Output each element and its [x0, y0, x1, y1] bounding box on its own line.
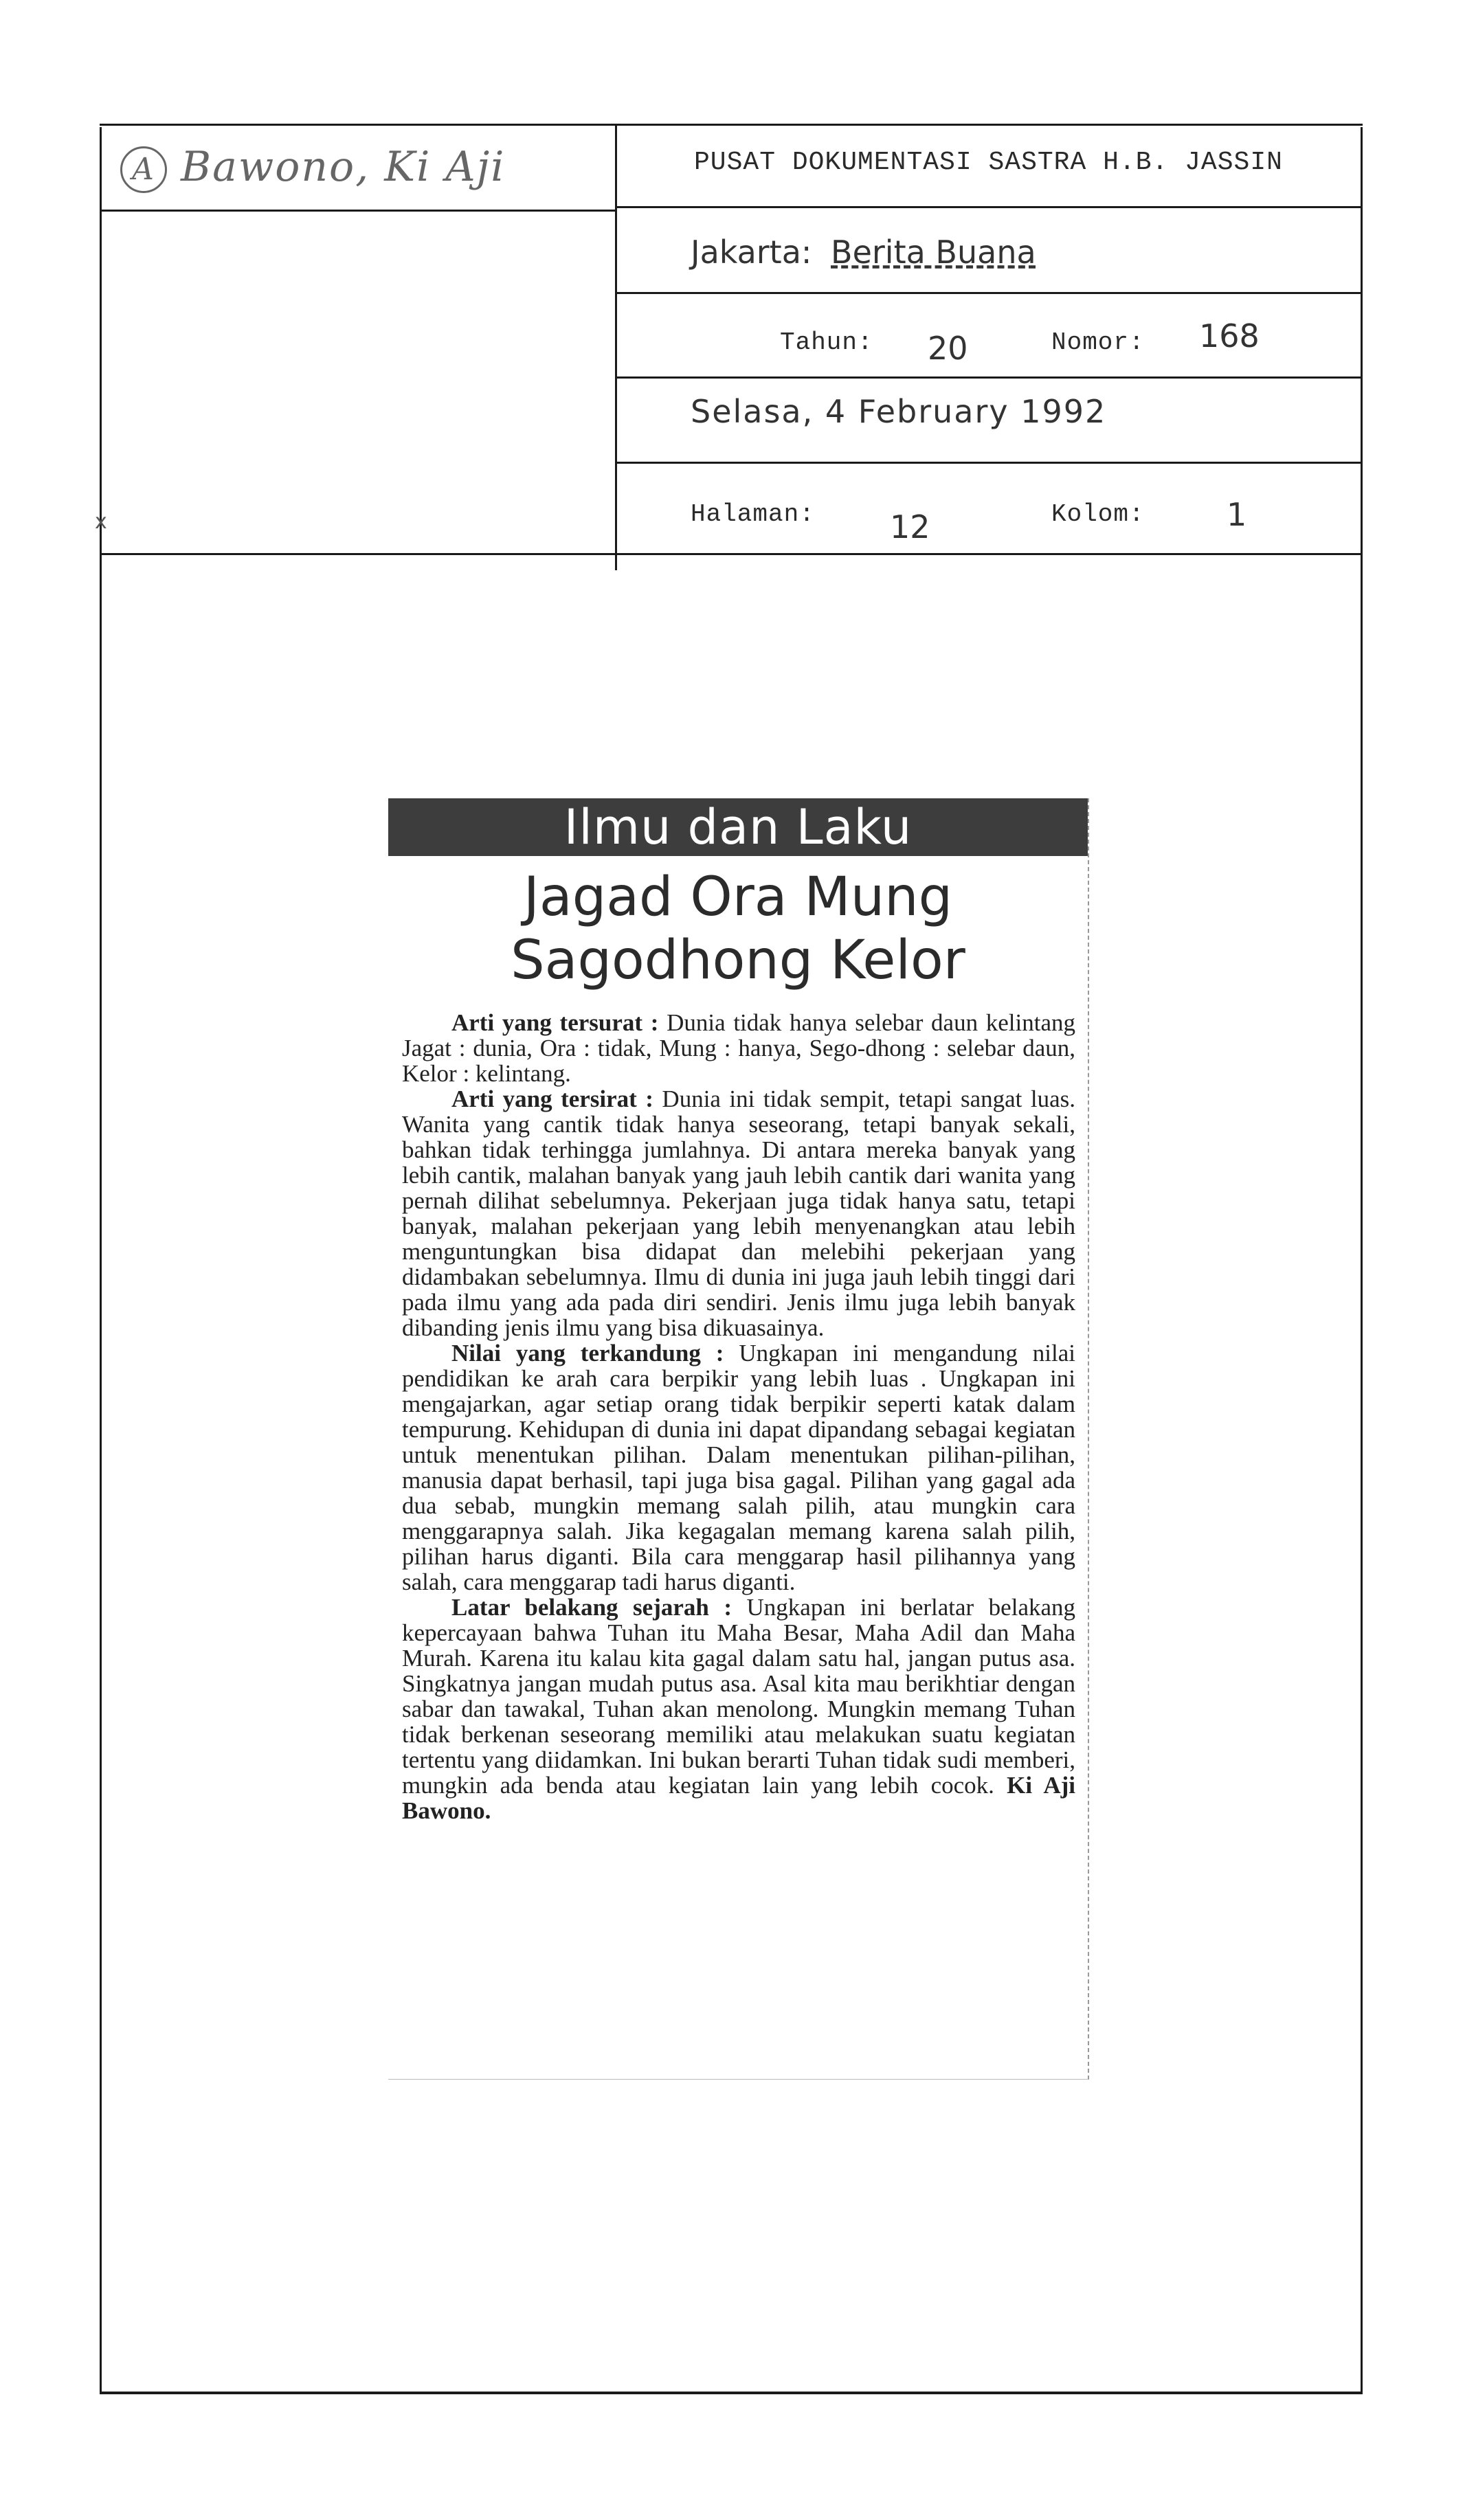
publication-row [691, 234, 1036, 271]
date-line: Selasa, 4 February 1992 [691, 393, 1107, 430]
form-row-line [615, 376, 1363, 379]
handwritten-author-note [120, 143, 505, 193]
handwritten-note-text: Bawono, Ki Aji [181, 143, 506, 191]
tahun-value: 20 [928, 330, 968, 367]
tahun-label: Tahun: [780, 328, 873, 357]
rubric-banner: Ilmu dan Laku [388, 798, 1088, 856]
headline-line-2: Sagodhong Kelor [511, 930, 965, 991]
article-author: Ki Aji Bawono. [402, 1772, 1075, 1824]
paragraph-label: Latar belakang sejarah : [451, 1594, 732, 1621]
form-column-divider [615, 124, 617, 570]
halaman-label: Halaman: [691, 500, 815, 528]
kolom-label: Kolom: [1051, 500, 1145, 528]
paragraph-label: Arti yang tersirat : [451, 1085, 653, 1112]
article-headline [388, 866, 1088, 992]
headline-line-1: Jagad Ora Mung [523, 866, 953, 928]
stray-mark: x [95, 510, 107, 534]
form-bottom-line [100, 553, 1363, 555]
form-row-line [615, 292, 1363, 294]
nomor-label: Nomor: [1051, 328, 1145, 357]
form-row-line [100, 210, 615, 212]
paragraph-text: Dunia ini tidak sempit, tetapi sangat luas. Wanita yang cantik tidak hanya seseorang, tetapi banyak sekali, bahkan tidak terhingga jumlahnya. Di antara mereka banyak yang lebih cantik, malahan banyak yang jauh lebih cantik dari wanita yang pernah dilihat sebelumnya. Pekerjaan juga tidak hanya satu, tetapi banyak, malahan pekerjaan yang lebih menyenangkan atau lebih menguntungkan bisa didapat dan melebihi pekerjaan yang didambakan sebelumnya. Ilmu di dunia ini juga jauh lebih tinggi dari pada ilmu yang ada pada diri sendiri. Jenis ilmu juga lebih banyak dibanding jenis ilmu yang bisa dikuasainya. [402, 1085, 1075, 1341]
article-body [402, 1010, 1075, 1823]
handwritten-circle-mark: A [120, 146, 167, 193]
paragraph-text: Ungkapan ini mengandung nilai pendidikan ke arah cara berpikir yang lebih luas . Ungkapan ini mengajarkan, agar setiap orang tidak berpikir seperti katak dalam tempurung. Kehidupan di dunia ini dapat dipandang sebagai kegiatan untuk menentukan pilihan. Dalam menentukan pilihan-pilihan, manusia dapat berhasil, tapi juga bisa gagal. Pilihan yang gagal ada dua sebab, mungkin memang salah pilih, atau mungkin cara menggarapnya salah. Jika kegagalan memang karena salah pilih, pilihan harus diganti. Bila cara menggarap hasil pilihannya yang salah, cara menggarap tadi harus diganti. [402, 1340, 1076, 1595]
paragraph-text: Ungkapan ini berlatar belakang kepercayaan bahwa Tuhan itu Maha Besar, Maha Adil dan Maha Murah. Karena itu kalau kita gagal dalam satu hal, jangan putus asa. Singkatnya jangan mudah putus asa. Asal kita mau berikhtiar dengan sabar dan tawakal, Tuhan akan menolong. Mungkin memang Tuhan tidak berkenan seseorang memiliki atau melakukan suatu kegiatan tertentu yang diidamkan. Ini bukan berarti Tuhan tidak sudi memberi, mungkin ada benda atau kegiatan lain yang lebih cocok. [402, 1594, 1076, 1799]
kolom-value: 1 [1227, 496, 1247, 533]
paragraph-text: Dunia tidak hanya selebar daun kelintang Jagat : dunia, Ora : tidak, Mung : hanya, Sego-dhong : selebar daun, Kelor : kelintang. [402, 1009, 1076, 1087]
nomor-value: 168 [1199, 317, 1260, 355]
paragraph-nilai-terkandung [402, 1340, 1075, 1595]
form-row-line [615, 206, 1363, 208]
archive-name: PUSAT DOKUMENTASI SASTRA H.B. JASSIN [694, 148, 1283, 177]
paragraph-latar-belakang [402, 1595, 1075, 1823]
city-label: Jakarta: [691, 234, 812, 271]
form-top-border [100, 124, 1363, 126]
paragraph-label: Arti yang tersurat : [451, 1009, 659, 1036]
paragraph-arti-tersirat [402, 1086, 1075, 1340]
newspaper-clipping [388, 798, 1089, 2080]
publication-name: Berita Buana [831, 234, 1036, 271]
paragraph-arti-tersurat [402, 1010, 1075, 1086]
paragraph-label: Nilai yang terkandung : [451, 1340, 724, 1366]
halaman-value: 12 [890, 508, 930, 545]
form-row-line [615, 462, 1363, 464]
